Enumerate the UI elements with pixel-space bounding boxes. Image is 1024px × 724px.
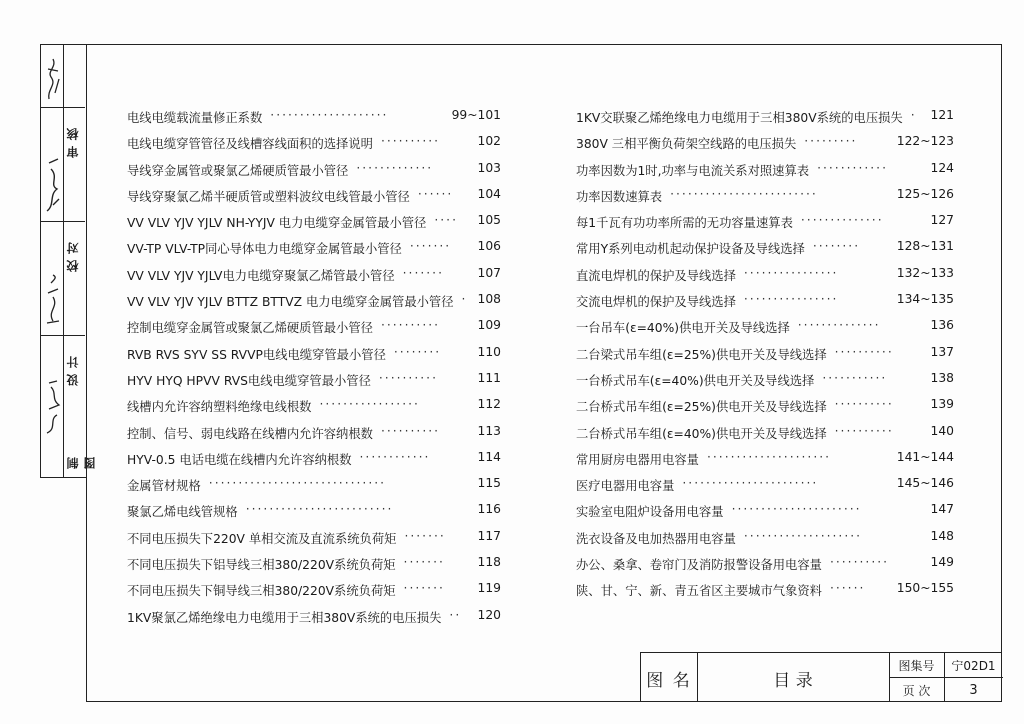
toc-entry-title: 控制电缆穿金属管或聚氯乙烯硬质管最小管径 bbox=[127, 321, 373, 336]
toc-entry-page: 105 bbox=[477, 213, 501, 228]
checker-signature bbox=[43, 155, 63, 217]
toc-entry-title: 380V 三相平衡负荷架空线路的电压损失 bbox=[576, 137, 797, 152]
toc-leader-dots: ···················· bbox=[270, 108, 389, 122]
toc-leader-dots: ······················· bbox=[682, 476, 819, 491]
toc-entry bbox=[127, 389, 501, 415]
page-number-label: 页 次 bbox=[902, 683, 931, 698]
toc-entry bbox=[576, 573, 954, 599]
toc-entry-page: 102 bbox=[477, 134, 501, 149]
drafter-label: 制图 bbox=[66, 451, 97, 469]
toc-leader-dots: ·············· bbox=[800, 213, 884, 228]
toc-leader-dots: ········· bbox=[804, 134, 858, 149]
toc-entry bbox=[576, 468, 954, 494]
toc-entry bbox=[127, 310, 501, 336]
designer-label: 设计 bbox=[66, 350, 80, 386]
toc-entry-title: 一台桥式吊车(ε=40%)供电开关及导线选择 bbox=[576, 373, 815, 388]
toc-entry bbox=[127, 231, 501, 257]
toc-entry bbox=[576, 179, 954, 205]
toc-leader-dots: ·········· bbox=[829, 555, 890, 570]
toc-entry bbox=[127, 573, 501, 599]
toc-entry-page: 120 bbox=[477, 607, 501, 622]
toc-entry bbox=[576, 126, 954, 152]
toc-entry-title: 直流电焊机的保护及导线选择 bbox=[576, 268, 736, 283]
toc-leader-dots: ·············· bbox=[797, 318, 881, 333]
toc-leader-dots: ·· bbox=[449, 607, 462, 622]
toc-entry-page: 115 bbox=[477, 476, 501, 491]
toc-entry-page: 109 bbox=[477, 318, 501, 333]
toc-leader-dots: ······· bbox=[403, 581, 445, 596]
toc-leader-dots: ······· bbox=[409, 239, 452, 254]
toc-entry bbox=[127, 442, 501, 468]
toc-entry-title: 二台桥式吊车组(ε=40%)供电开关及导线选择 bbox=[576, 426, 827, 441]
toc-entry-page: 132~133 bbox=[896, 265, 954, 280]
toc-entry-title: 实验室电阻炉设备用电容量 bbox=[576, 505, 724, 520]
toc-leader-dots: ················· bbox=[319, 397, 420, 412]
toc-leader-dots: ········ bbox=[812, 239, 861, 254]
toc-entry-title: 不同电压损失下220V 单相交流及直流系统负荷矩 bbox=[127, 531, 397, 546]
toc-entry-page: 114 bbox=[477, 449, 501, 464]
toc-entry bbox=[576, 494, 954, 520]
page-number: 3 bbox=[969, 682, 978, 698]
toc-entry-page: 111 bbox=[477, 370, 501, 385]
toc-entry bbox=[127, 205, 501, 231]
toc-entry-title: VV VLV YJV YJLV BTTZ BTTVZ 电力电缆穿金属管最小管径 bbox=[127, 295, 454, 310]
toc-entry-page: 103 bbox=[477, 160, 501, 175]
toc-entry-page: 145~146 bbox=[896, 476, 954, 491]
toc-entry-title: 每1千瓦有功功率所需的无功容量速算表 bbox=[576, 216, 793, 231]
toc-leader-dots: ················ bbox=[743, 292, 839, 307]
toc-entry bbox=[576, 363, 954, 389]
toc-entry-title: VV-TP VLV-TP同心导体电力电缆穿金属管最小管径 bbox=[127, 242, 402, 257]
toc-entry-title: HYV HYQ HPVV RVS电线电缆穿管最小管径 bbox=[127, 373, 371, 388]
toc-leader-dots: ············ bbox=[359, 449, 431, 464]
toc-entry-page: 127 bbox=[930, 213, 954, 228]
toc-entry bbox=[127, 521, 501, 547]
toc-leader-dots: ······························ bbox=[208, 476, 387, 491]
toc-entry bbox=[576, 205, 954, 231]
toc-entry-title: 电线电缆穿管管径及线槽容线面积的选择说明 bbox=[127, 137, 373, 152]
toc-leader-dots: · bbox=[461, 292, 468, 307]
title-block bbox=[640, 652, 1002, 702]
toc-leader-dots: ·········· bbox=[834, 344, 894, 359]
toc-entry-page: 99~101 bbox=[451, 108, 501, 122]
toc-entry-page: 141~144 bbox=[896, 449, 954, 464]
toc-entry-title: 医疗电器用电容量 bbox=[576, 479, 675, 494]
toc-entry-page: 107 bbox=[477, 265, 501, 280]
toc-entry bbox=[576, 310, 954, 336]
toc-entry-page: 112 bbox=[477, 397, 501, 412]
toc-leader-dots: ·········· bbox=[380, 134, 441, 149]
toc-entry bbox=[127, 153, 501, 179]
toc-entry-page: 116 bbox=[477, 502, 501, 517]
toc-entry bbox=[576, 416, 954, 442]
toc-entry-title: 电线电缆载流量修正系数 bbox=[127, 111, 263, 125]
toc-entry-page: 140 bbox=[930, 423, 954, 438]
toc-entry-page: 148 bbox=[930, 528, 954, 543]
toc-entry-title: 一台吊车(ε=40%)供电开关及导线选择 bbox=[576, 321, 790, 336]
toc-entry-title: 线槽内允许容纳塑料绝缘电线根数 bbox=[127, 400, 312, 415]
designer-signature bbox=[43, 271, 63, 331]
toc-entry bbox=[127, 258, 501, 284]
toc-entry bbox=[576, 389, 954, 415]
toc-entry-title: VV VLV YJV YJLV电力电缆穿聚氯乙烯管最小管径 bbox=[127, 268, 395, 283]
reviewer-label: 审核 bbox=[66, 122, 80, 158]
toc-entry-page: 118 bbox=[477, 555, 501, 570]
toc-entry-title: RVB RVS SYV SS RVVP电线电缆穿管最小管径 bbox=[127, 347, 386, 362]
toc-entry bbox=[576, 442, 954, 468]
toc-leader-dots: ················ bbox=[743, 265, 839, 280]
toc-left-column bbox=[127, 100, 501, 626]
toc-entry-title: 功率因数为1时,功率与电流关系对照速算表 bbox=[576, 163, 810, 178]
toc-entry bbox=[576, 258, 954, 284]
toc-entry-title: 1KV聚氯乙烯绝缘电力电缆用于三相380V系统的电压损失 bbox=[127, 610, 442, 625]
toc-entry-page: 128~131 bbox=[896, 239, 954, 254]
toc-entry-page: 119 bbox=[477, 581, 501, 596]
toc-leader-dots: ··········· bbox=[822, 370, 888, 385]
toc-entry bbox=[576, 100, 954, 126]
toc-leader-dots: ···················· bbox=[743, 528, 863, 543]
toc-leader-dots: · bbox=[910, 108, 917, 122]
toc-leader-dots: ························· bbox=[670, 186, 818, 201]
toc-entry-title: 导线穿金属管或聚氯乙烯硬质管最小管径 bbox=[127, 163, 349, 178]
toc-entry-title: 常用厨房电器用电容量 bbox=[576, 452, 699, 467]
toc-entry-page: 106 bbox=[477, 239, 501, 254]
toc-leader-dots: ·········· bbox=[380, 423, 441, 438]
toc-entry-title: 陕、甘、宁、新、青五省区主要城市气象资料 bbox=[576, 584, 822, 599]
toc-entry-title: 1KV交联聚乙烯绝缘电力电缆用于三相380V系统的电压损失 bbox=[576, 111, 903, 125]
toc-entry-page: 121 bbox=[930, 108, 954, 122]
toc-entry bbox=[127, 468, 501, 494]
toc-entry-page: 149 bbox=[930, 555, 954, 570]
reviewer-signature bbox=[43, 49, 63, 105]
atlas-number: 宁02D1 bbox=[951, 658, 996, 673]
toc-leader-dots: ························· bbox=[245, 502, 394, 517]
toc-leader-dots: ······· bbox=[402, 265, 445, 280]
toc-entry-title: 交流电焊机的保护及导线选择 bbox=[576, 295, 736, 310]
toc-leader-dots: ·········· bbox=[378, 370, 438, 385]
toc-leader-dots: ······· bbox=[403, 555, 445, 570]
toc-leader-dots: ······ bbox=[417, 186, 454, 201]
toc-leader-dots: ············· bbox=[356, 160, 434, 175]
toc-leader-dots: ········ bbox=[393, 344, 442, 359]
toc-entry-title: 二台桥式吊车组(ε=25%)供电开关及导线选择 bbox=[576, 400, 827, 415]
toc-entry-title: 金属管材规格 bbox=[127, 479, 201, 494]
toc-entry-page: 147 bbox=[930, 502, 954, 517]
toc-entry bbox=[127, 363, 501, 389]
toc-entry-page: 110 bbox=[477, 344, 501, 359]
toc-entry bbox=[127, 284, 501, 310]
approval-strip bbox=[40, 44, 97, 478]
toc-entry-title: HYV-0.5 电话电缆在线槽内允许容纳根数 bbox=[127, 452, 352, 467]
toc-entry-title: 洗衣设备及电加热器用电容量 bbox=[576, 531, 736, 546]
toc-leader-dots: ···· bbox=[434, 213, 458, 228]
toc-entry-title: 不同电压损失下铝导线三相380/220V系统负荷矩 bbox=[127, 558, 396, 573]
toc-leader-dots: ·········· bbox=[834, 397, 894, 412]
toc-leader-dots: ············ bbox=[817, 160, 888, 175]
toc-entry-page: 104 bbox=[477, 186, 501, 201]
toc-entry-page: 150~155 bbox=[896, 581, 954, 596]
toc-entry bbox=[127, 416, 501, 442]
toc-leader-dots: ·········· bbox=[380, 318, 441, 333]
toc-entry bbox=[127, 126, 501, 152]
toc-leader-dots: ·········· bbox=[834, 423, 894, 438]
toc-entry-page: 139 bbox=[930, 397, 954, 412]
toc-entry-title: 聚氯乙烯电线管规格 bbox=[127, 505, 238, 520]
atlas-number-label: 图集号 bbox=[898, 658, 935, 673]
toc-entry-page: 134~135 bbox=[896, 292, 954, 307]
toc-leader-dots: ······ bbox=[829, 581, 866, 596]
drawing-name-label: 图 名 bbox=[646, 670, 692, 691]
toc-entry-title: 二台梁式吊车组(ε=25%)供电开关及导线选择 bbox=[576, 347, 827, 362]
toc-entry-page: 122~123 bbox=[896, 134, 954, 149]
toc-entry-title: 常用Y系列电动机起动保护设备及导线选择 bbox=[576, 242, 805, 257]
toc-entry bbox=[127, 100, 501, 126]
toc-entry-page: 117 bbox=[477, 528, 501, 543]
toc-leader-dots: ······················ bbox=[731, 502, 862, 517]
toc-entry-title: 控制、信号、弱电线路在线槽内允许容纳根数 bbox=[127, 426, 373, 441]
drawing-name: 目 录 bbox=[773, 670, 813, 691]
toc-entry-title: 不同电压损失下铜导线三相380/220V系统负荷矩 bbox=[127, 584, 396, 599]
toc-entry bbox=[127, 179, 501, 205]
toc-entry bbox=[576, 337, 954, 363]
toc-entry bbox=[576, 547, 954, 573]
toc-entry bbox=[576, 231, 954, 257]
toc-entry-title: 办公、桑拿、卷帘门及消防报警设备用电容量 bbox=[576, 558, 822, 573]
toc-entry-page: 137 bbox=[930, 344, 954, 359]
toc-entry-title: 导线穿聚氯乙烯半硬质管或塑料波纹电线管最小管径 bbox=[127, 189, 410, 204]
toc-right-column bbox=[576, 100, 954, 600]
toc-entry-title: VV VLV YJV YJLV NH-YYJV 电力电缆穿金属管最小管径 bbox=[127, 216, 427, 231]
toc-entry-page: 138 bbox=[930, 370, 954, 385]
drafter-signature bbox=[43, 375, 63, 441]
toc-entry-page: 124 bbox=[930, 160, 954, 175]
toc-entry-page: 125~126 bbox=[896, 186, 954, 201]
toc-entry-title: 功率因数速算表 bbox=[576, 189, 663, 204]
toc-leader-dots: ······· bbox=[404, 528, 446, 543]
toc-entry bbox=[576, 153, 954, 179]
toc-entry-page: 108 bbox=[477, 292, 501, 307]
toc-entry bbox=[127, 337, 501, 363]
toc-entry bbox=[576, 521, 954, 547]
toc-entry bbox=[127, 494, 501, 520]
toc-entry bbox=[127, 547, 501, 573]
toc-entry bbox=[127, 600, 501, 626]
toc-entry-page: 136 bbox=[930, 318, 954, 333]
toc-leader-dots: ····················· bbox=[706, 449, 832, 464]
toc-entry-page: 113 bbox=[477, 423, 501, 438]
toc-entry bbox=[576, 284, 954, 310]
checker-label: 校对 bbox=[66, 236, 80, 272]
